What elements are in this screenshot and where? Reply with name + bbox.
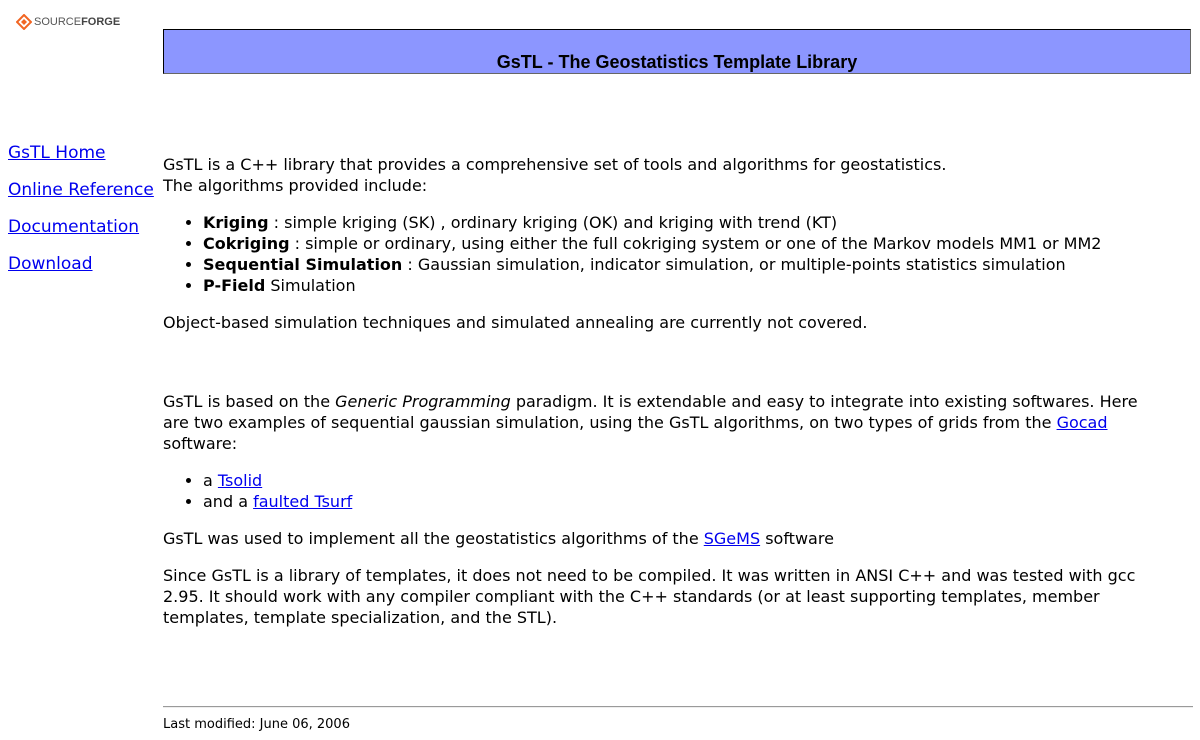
sidebar-item-online-reference[interactable]: Online Reference xyxy=(8,180,154,200)
sourceforge-diamond-icon xyxy=(16,14,32,30)
algorithm-name: Kriging xyxy=(203,213,269,232)
list-item xyxy=(203,275,1163,296)
sgems-paragraph xyxy=(163,528,1163,549)
algorithm-list xyxy=(163,212,1163,296)
algorithm-desc: : simple or ordinary, using either the full cokriging system or one of the Markov models MM1 or MM2 xyxy=(289,234,1102,253)
footer-divider xyxy=(163,706,1193,708)
sidebar-nav xyxy=(8,143,158,291)
example-prefix: a xyxy=(203,471,218,490)
algorithm-name: Sequential Simulation xyxy=(203,255,403,274)
generic-programming-paragraph xyxy=(163,391,1163,454)
tsolid-link[interactable]: Tsolid xyxy=(217,471,263,490)
sgems-link[interactable]: SGeMS xyxy=(703,529,761,548)
algorithm-name: Cokriging xyxy=(203,234,290,253)
sgems-text-post: software xyxy=(760,529,834,548)
examples-list xyxy=(163,470,1163,512)
sidebar-item-download[interactable]: Download xyxy=(8,254,93,274)
generic-text-end: software: xyxy=(163,434,238,453)
logo-source-text: SOURCE xyxy=(34,16,82,28)
sgems-text-pre: GsTL was used to implement all the geostatistics algorithms of the xyxy=(163,529,704,548)
intro-paragraph xyxy=(163,154,1163,196)
sourceforge-logo[interactable] xyxy=(16,14,120,30)
algorithm-desc: : simple kriging (SK) , ordinary kriging (OK) and kriging with trend (KT) xyxy=(268,213,838,232)
last-modified: Last modified: June 06, 2006 xyxy=(163,717,350,732)
generic-programming-emphasis: Generic Programming xyxy=(335,392,511,411)
logo-forge-text: FORGE xyxy=(81,16,121,28)
sidebar-item-documentation[interactable]: Documentation xyxy=(8,217,140,237)
list-item xyxy=(203,233,1163,254)
templates-paragraph: Since GsTL is a library of templates, it does not need to be compiled. It was written in ANSI C++ and was tested with gcc 2.95. It should work with any compiler compliant with the C++ standards (or at least supporting templates, member templates, template specialization, and the STL). xyxy=(163,566,1136,627)
intro-line-2: The algorithms provided include: xyxy=(163,176,428,195)
main-content xyxy=(163,154,1163,628)
page-title: GsTL - The Geostatistics Template Library xyxy=(496,52,858,72)
intro-line-1: GsTL is a C++ library that provides a comprehensive set of tools and algorithms for geostatistics. xyxy=(163,155,947,174)
algorithm-desc: : Gaussian simulation, indicator simulation, or multiple-points statistics simulation xyxy=(402,255,1066,274)
header-banner xyxy=(163,29,1191,74)
algorithm-desc: Simulation xyxy=(265,276,356,295)
list-item xyxy=(203,491,1163,512)
generic-text-post: paradigm. It is extendable and easy to integrate into existing softwares. Here are two examples of sequential gaussian simulation, using the GsTL algorithms, on two types of grids from the xyxy=(163,392,1138,432)
faulted-tsurf-link[interactable]: faulted Tsurf xyxy=(253,492,353,511)
not-covered-paragraph: Object-based simulation techniques and simulated annealing are currently not covered. xyxy=(163,313,868,332)
list-item xyxy=(203,212,1163,233)
list-item xyxy=(203,470,1163,491)
list-item xyxy=(203,254,1163,275)
gocad-link[interactable]: Gocad xyxy=(1056,413,1108,432)
generic-text-pre: GsTL is based on the xyxy=(163,392,336,411)
sidebar-item-gstl-home[interactable]: GsTL Home xyxy=(8,143,106,163)
example-prefix: and a xyxy=(203,492,254,511)
algorithm-name: P-Field xyxy=(203,276,266,295)
